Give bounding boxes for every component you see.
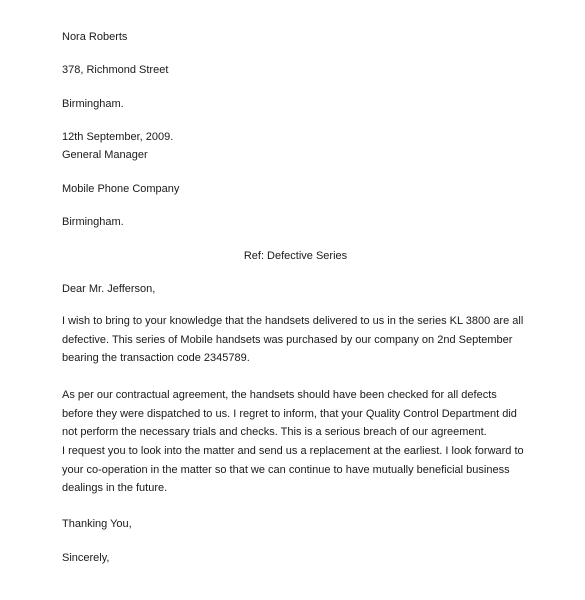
sender-name: Nora Roberts bbox=[62, 31, 128, 43]
paragraph-1-line: I wish to bring to your knowledge that the handsets delivered to us in the series KL 3800 are all bbox=[62, 315, 524, 327]
paragraph-3 bbox=[62, 442, 522, 498]
paragraph-1-line: bearing the transaction code 2345789. bbox=[62, 352, 250, 365]
paragraph-1 bbox=[62, 312, 522, 368]
paragraph-3-line: dealings in the future. bbox=[62, 482, 168, 495]
paragraph-1-line: defective. This series of Mobile handsets was purchased by our company on 2nd September bbox=[62, 333, 513, 346]
letter-date: 12th September, 2009. bbox=[62, 131, 174, 143]
closing: Sincerely, bbox=[62, 552, 110, 564]
recipient-company: Mobile Phone Company bbox=[62, 183, 180, 195]
subject-line: Ref: Defective Series bbox=[243, 250, 348, 262]
sender-street: 378, Richmond Street bbox=[62, 64, 169, 76]
recipient-city: Birmingham. bbox=[62, 216, 124, 228]
paragraph-2 bbox=[62, 386, 522, 442]
sender-city: Birmingham. bbox=[62, 98, 124, 110]
paragraph-2-line: As per our contractual agreement, the handsets should have been checked for all defects bbox=[62, 389, 497, 401]
salutation: Dear Mr. Jefferson, bbox=[62, 283, 156, 295]
paragraph-2-line: not perform the necessary trials and checks. This is a serious breach of our agreement. bbox=[62, 426, 487, 439]
paragraph-2-line: before they were dispatched to us. I regret to inform, that your Quality Control Department did bbox=[62, 407, 517, 420]
paragraph-3-line: your co-operation in the matter so that we can continue to have mutually beneficial business bbox=[62, 463, 510, 476]
recipient-title: General Manager bbox=[62, 149, 148, 161]
paragraph-3-line: I request you to look into the matter and send us a replacement at the earliest. I look forward to bbox=[62, 445, 524, 457]
closing-thanks: Thanking You, bbox=[62, 518, 132, 530]
